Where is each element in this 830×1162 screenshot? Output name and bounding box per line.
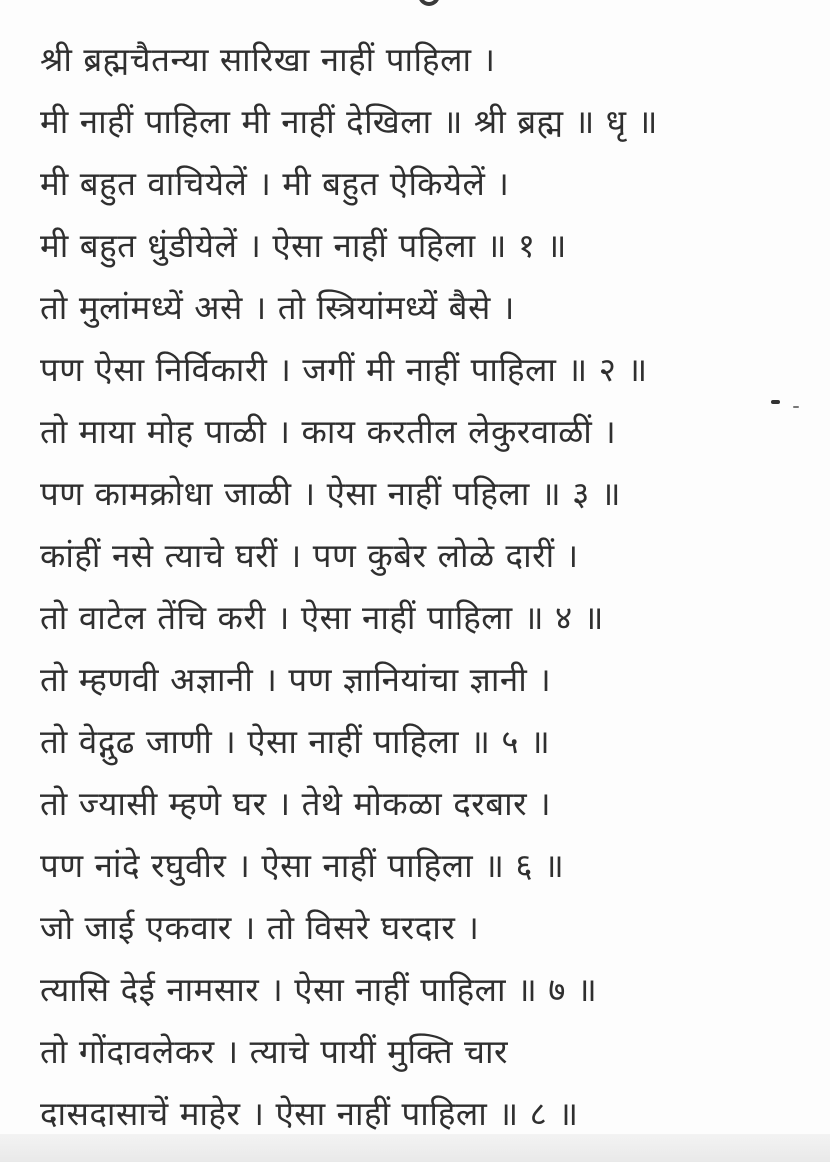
page-bottom-edge bbox=[0, 1134, 830, 1162]
scan-speck-mark bbox=[793, 406, 799, 408]
verse-line: तो माया मोह पाळी । काय करतील लेकुरवाळीं । bbox=[40, 412, 617, 451]
verse-line: मी नाहीं पाहिला मी नाहीं देखिला ॥ श्री ब्रह्म ॥ धृ ॥ bbox=[40, 102, 658, 141]
verse-line: तो वाटेल तेंचि करी । ऐसा नाहीं पाहिला ॥ ४ ॥ bbox=[40, 598, 604, 637]
cropped-heading-fragment bbox=[418, 0, 440, 6]
verse-line: कांहीं नसे त्याचे घरीं । पण कुबेर लोळे दारीं । bbox=[40, 536, 579, 575]
verse-line: दासदासाचें माहेर । ऐसा नाहीं पाहिला ॥ ८ ॥ bbox=[40, 1094, 579, 1133]
verse-line: तो ज्यासी म्हणे घर । तेथे मोकळा दरबार । bbox=[40, 784, 552, 823]
verse-line: पण ऐसा निर्विकारी । जगीं मी नाहीं पाहिला ॥ २ ॥ bbox=[40, 350, 648, 389]
verse-line: पण कामक्रोधा जाळी । ऐसा नाहीं पहिला ॥ ३ ॥ bbox=[40, 474, 622, 513]
verse-line: तो मुलांमध्यें असे । तो स्त्रियांमध्यें बैसे । bbox=[40, 288, 515, 327]
verse-line: श्री ब्रह्मचैतन्या सारिखा नाहीं पाहिला । bbox=[40, 40, 496, 79]
verse-line: पण नांदे रघुवीर । ऐसा नाहीं पाहिला ॥ ६ ॥ bbox=[40, 846, 565, 885]
scan-speck-mark bbox=[771, 400, 780, 404]
verse-line: तो वेद्गुढ जाणी । ऐसा नाहीं पाहिला ॥ ५ ॥ bbox=[40, 722, 551, 761]
verse-line: तो म्हणवी अज्ञानी । पण ज्ञानियांचा ज्ञानी । bbox=[40, 660, 552, 699]
verse-line: मी बहुत धुंडीयेलें । ऐसा नाहीं पहिला ॥ १ ॥ bbox=[40, 226, 567, 265]
verse-line: तो गोंदावलेकर । त्याचे पायीं मुक्ति चार bbox=[40, 1032, 509, 1071]
verse-line: जो जाई एकवार । तो विसरे घरदार । bbox=[40, 908, 480, 947]
verse-line: त्यासि देई नामसार । ऐसा नाहीं पाहिला ॥ ७ ॥ bbox=[40, 970, 598, 1009]
verse-body bbox=[40, 36, 820, 1152]
verse-line: मी बहुत वाचियेलें । मी बहुत ऐकियेलें । bbox=[40, 164, 510, 203]
